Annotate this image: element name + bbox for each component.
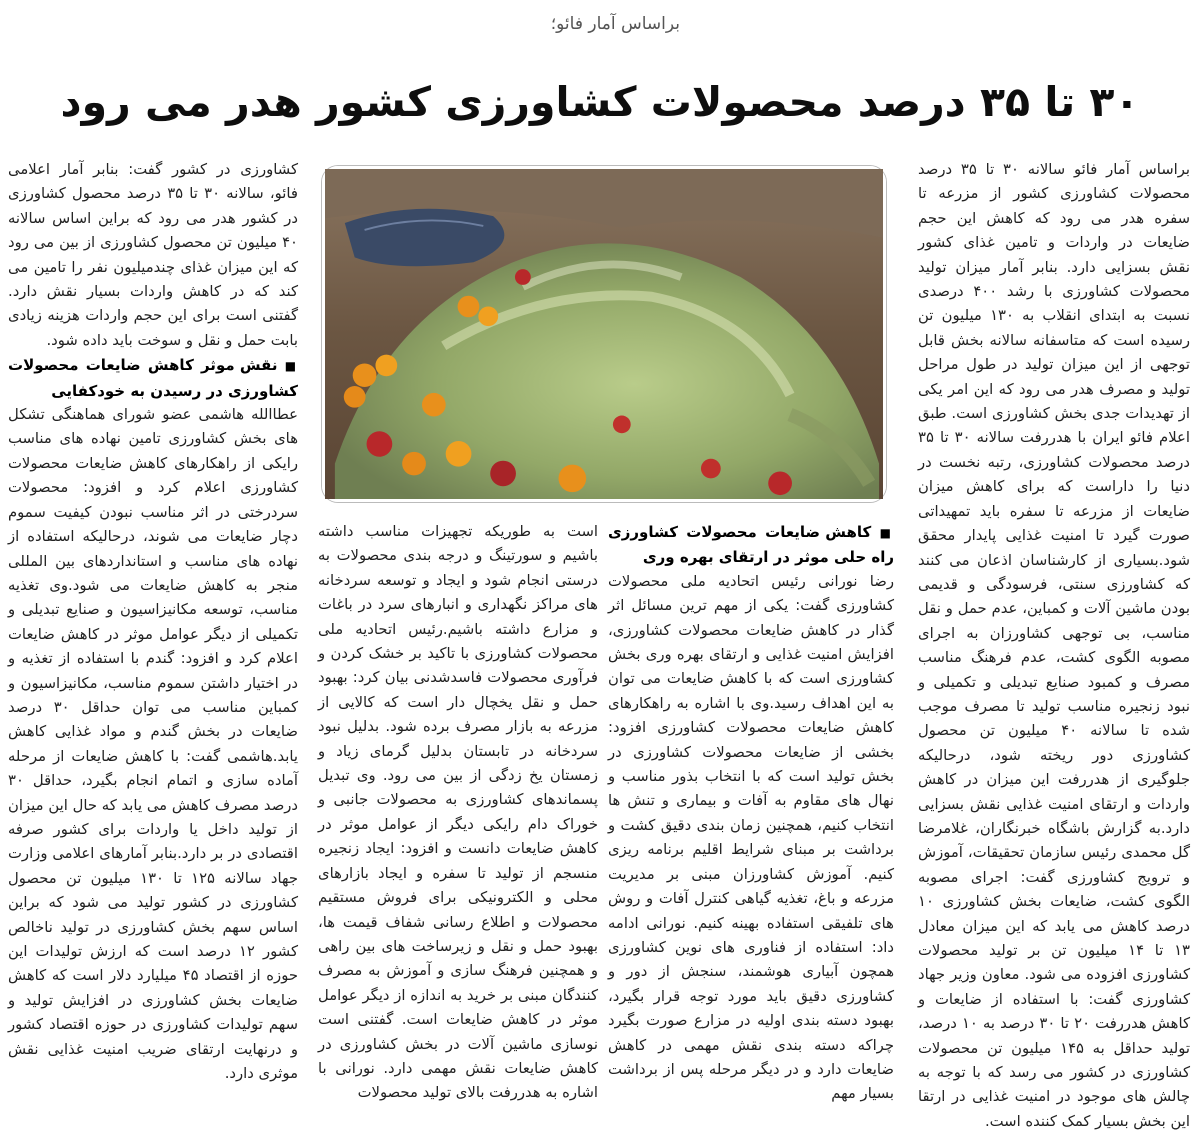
article-photo [322, 166, 886, 502]
bullet-square: ■ [879, 526, 894, 540]
article-column-3 [318, 520, 598, 1106]
section-heading-self-sufficiency [8, 353, 298, 403]
article-column-2 [608, 520, 894, 1106]
section-heading-productivity [608, 520, 894, 570]
article-column-4 [8, 158, 298, 1102]
section-heading-productivity-text: کاهش ضایعات محصولات کشاورزی راه حلی موثر در ارتقای بهره وری [608, 523, 894, 567]
article-column-1 [918, 158, 1191, 1130]
column-2-text: رضا نورانی رئیس اتحادیه ملی محصولات کشاورزی گفت: یکی از مهم ترین مسائل اثر گذار در کاهش ضایعات محصولات کشاورزی، افزایش امنیت غذایی و ارتقای بهره وری بخش کشاورزی است که با کاهش ضایعات می توان به این اهداف رسید.وی با اشاره به راهکارهای کاهش ضایعات محصولات کشاورزی افزود: بخشی از ضایعات محصولات کشاورزی در بخش تولید است که با انتخاب بذور مناسب و نهال های مقاوم به آفات و بیماری و تنش ها انتخاب کنیم، همچنین زمان بندی دقیق کشت و برداشت بر مبنای شرایط اقلیم برنامه ریزی کنیم. آموزش کشاورزان مبنی بر مدیریت مزرعه و باغ، تغذیه گیاهی کنترل آفات و روش های تلفیقی استفاده بهینه کنیم. نورانی ادامه داد: استفاده از فناوری های نوین کشاورزی همچون آبیاری هوشمند، سنجش از دور و کشاورزی دقیق باید مورد توجه قرار بگیرد، بهبود دسته بندی اولیه در مزارع صورت بگیرد چراکه دسته بندی نقش مهمی در کاهش ضایعات دارد و در دیگر مرحله پس از برداشت بسیار مهم [608, 572, 894, 1103]
food-waste-image [325, 169, 883, 499]
column-4-body: عطاالله هاشمی عضو شورای هماهنگی تشکل های بخش کشاورزی تامین نهاده های مناسب رایکی از راهکارهای کاهش ضایعات محصولات کشاورزی اعلام کرد و افزود: محصولات سردرختی در اثر مناسب نبودن کیفیت سموم دچار ضایعات می شوند، درحالیکه استفاده از نهاده های مناسب و استانداردهای بین المللی منجر به کاهش ضایعات می شود.وی تغذیه مناسب، توسعه مکانیزاسیون و صنایع تبدیلی و تکمیلی از دیگر عوامل موثر در کاهش ضایعات اعلام کرد و افزود: گندم با استفاده از تغذیه و در اختیار داشتن سموم مناسب، مکانیزاسیون و کمباین مناسب می توان حداقل ۳۰ درصد ضایعات در بخش گندم و مواد غذایی کاهش یابد.هاشمی گفت: با کاهش ضایعات از مرحله آماده سازی و اتمام انجام بگیرد، حداقل ۳۰ درصد مصرف کاهش می یابد که حال این میزان از تولید داخل یا واردات برای کشور صرفه اقتصادی در بر دارد.بنابر آمارهای اعلامی وزارت جهاد سالانه ۱۲۵ تا ۱۳۰ میلیون تن محصول کشاورزی در کشور تولید می شود که براین اساس سهم بخش کشاورزی در تولید ناخالص کشور ۱۲ درصد است که ارزش تولیدات این حوزه از اقتصاد ۴۵ میلیارد دلار است که کاهش ضایعات بخش کشاورزی در افزایش تولید و سهم تولیدات کشاورزی در حوزه اقتصاد کشور و درنهایت ارتقای ضریب امنیت غذایی نقش موثری دارد. [8, 406, 298, 1083]
article-headline: ۳۰ تا ۳۵ درصد محصولات کشاورزی کشور هدر می رود [60, 78, 1140, 126]
column-1-text: براساس آمار فائو سالانه ۳۰ تا ۳۵ درصد محصولات کشاورزی کشور از مزرعه تا سفره هدر می رود که کاهش این حجم ضایعات در واردات و تامین غذای کشور نقش بسزایی دارد. بنابر آمار میزان تولید محصولات کشاورزی با رشد ۴۰۰ درصدی نسبت به ابتدای انقلاب به ۱۳۰ میلیون تن رسیده است که متاسفانه سالانه بخش قابل توجهی از این میزان تولید در طول مراحل تولید و مصرف هدر می رود که این امر یکی از تهدیدات جدی بخش کشاورزی است. طبق اعلام فائو ایران با هدررفت سالانه ۳۰ تا ۳۵ درصد محصولات کشاورزی، رتبه نخست در دنیا را داراست که برای کاهش میزان ضایعات از مزرعه تا سفره باید تمهیداتی صورت گیرد تا امنیت غذایی پایدار محقق شود.بسیاری از کارشناسان اذعان می کنند که کشاورزی سنتی، فرسودگی و قدیمی بودن ماشین آلات و کمباین، عدم حمل و نقل مناسب، بی توجهی کشاورزان به اجرای مصوبه الگوی کشت، عدم فرهنگ مناسب مصرف و کمبود صنایع تبدیلی و تکمیلی و نبود زنجیره مناسب تولید تا مصرف موجب شده تا سالانه ۴۰ میلیون تن محصول کشاورزی دور ریخته شود، درحالیکه جلوگیری از هدررفت این میزان در کاهش واردات و ارتقای امنیت غذایی نقش بسزایی دارد.به گزارش باشگاه خبرنگاران، غلامرضا گل محمدی رئیس سازمان تحقیقات، آموزش و ترویج کشاورزی گفت: اجرای مصوبه الگوی کشت، ضایعات بخش کشاورزی ۱۰ درصد کاهش می یابد که این میزان معادل ۱۳ تا ۱۴ میلیون تن بر تولید محصولات کشاورزی افزوده می شود. معاون وزیر جهاد کشاورزی گفت: با استفاده از ضایعات و کاهش هدررفت ۲۰ تا ۳۰ درصد به ۱۰ درصد، تولید حداقل به ۱۴۵ میلیون تن محصولات کشاورزی در کشور می رسد که با توجه به چالش های موجود در امنیت غذایی در ارتقا این بخش بسیار کمک کننده است. [918, 161, 1191, 1130]
column-4-intro: کشاورزی در کشور گفت: بنابر آمار اعلامی فائو، سالانه ۳۰ تا ۳۵ درصد محصول کشاورزی در کشور هدر می رود که براین اساس سالانه ۴۰ میلیون تن محصول کشاورزی از بین می رود که این میزان غذای چندمیلیون نفر را تامین می کند که در کاهش واردات بسیار نقش دارد. گفتنی است برای این حجم واردات هزینه زیادی بابت حمل و نقل و سوخت باید داده شود. [8, 161, 298, 349]
column-3-text: است به طوریکه تجهیزات مناسب داشته باشیم و سورتینگ و درجه بندی محصولات به درستی انجام شود و ایجاد و توسعه سردخانه های مراکز نگهداری و انبارهای سرد در باغات و مزارع داشته باشیم.رئیس اتحادیه ملی محصولات کشاورزی با تاکید بر خشک کردن و فرآوری محصولات فاسدشدنی بیان کرد: بهبود حمل و نقل یخچال دار است که کالایی از مزرعه به بازار مصرف برده شود. بدلیل نبود سردخانه در تابستان بدلیل گرمای زیاد و زمستان یخ زدگی از بین می رود. وی تبدیل پسماندهای کشاورزی به محصولات جانبی و خوراک دام رایکی دیگر از عوامل موثر در کاهش ضایعات دانست و افزود: ایجاد زنجیره منسجم از تولید تا سفره و ایجاد بازارهای محلی و الکترونیکی برای فروش مستقیم محصولات و اطلاع رسانی شفاف قیمت ها، بهبود حمل و نقل و زیرساخت های بین راهی و همچنین فرهنگ سازی و آموزش به مصرف کنندگان مبنی بر خرید به اندازه از دیگر عوامل موثر در کاهش ضایعات است. گفتنی است نوسازی ماشین آلات در بخش کشاورزی در کاهش ضایعات نقش مهمی دارد. نورانی با اشاره به هدررفت بالای تولید محصولات [318, 523, 598, 1102]
section-heading-self-sufficiency-text: نقش موثر کاهش ضایعات محصولات کشاورزی در رسیدن به خودکفایی [8, 356, 298, 400]
article-kicker: براساس آمار فائو؛ [550, 14, 680, 34]
bullet-square: ■ [284, 359, 299, 374]
